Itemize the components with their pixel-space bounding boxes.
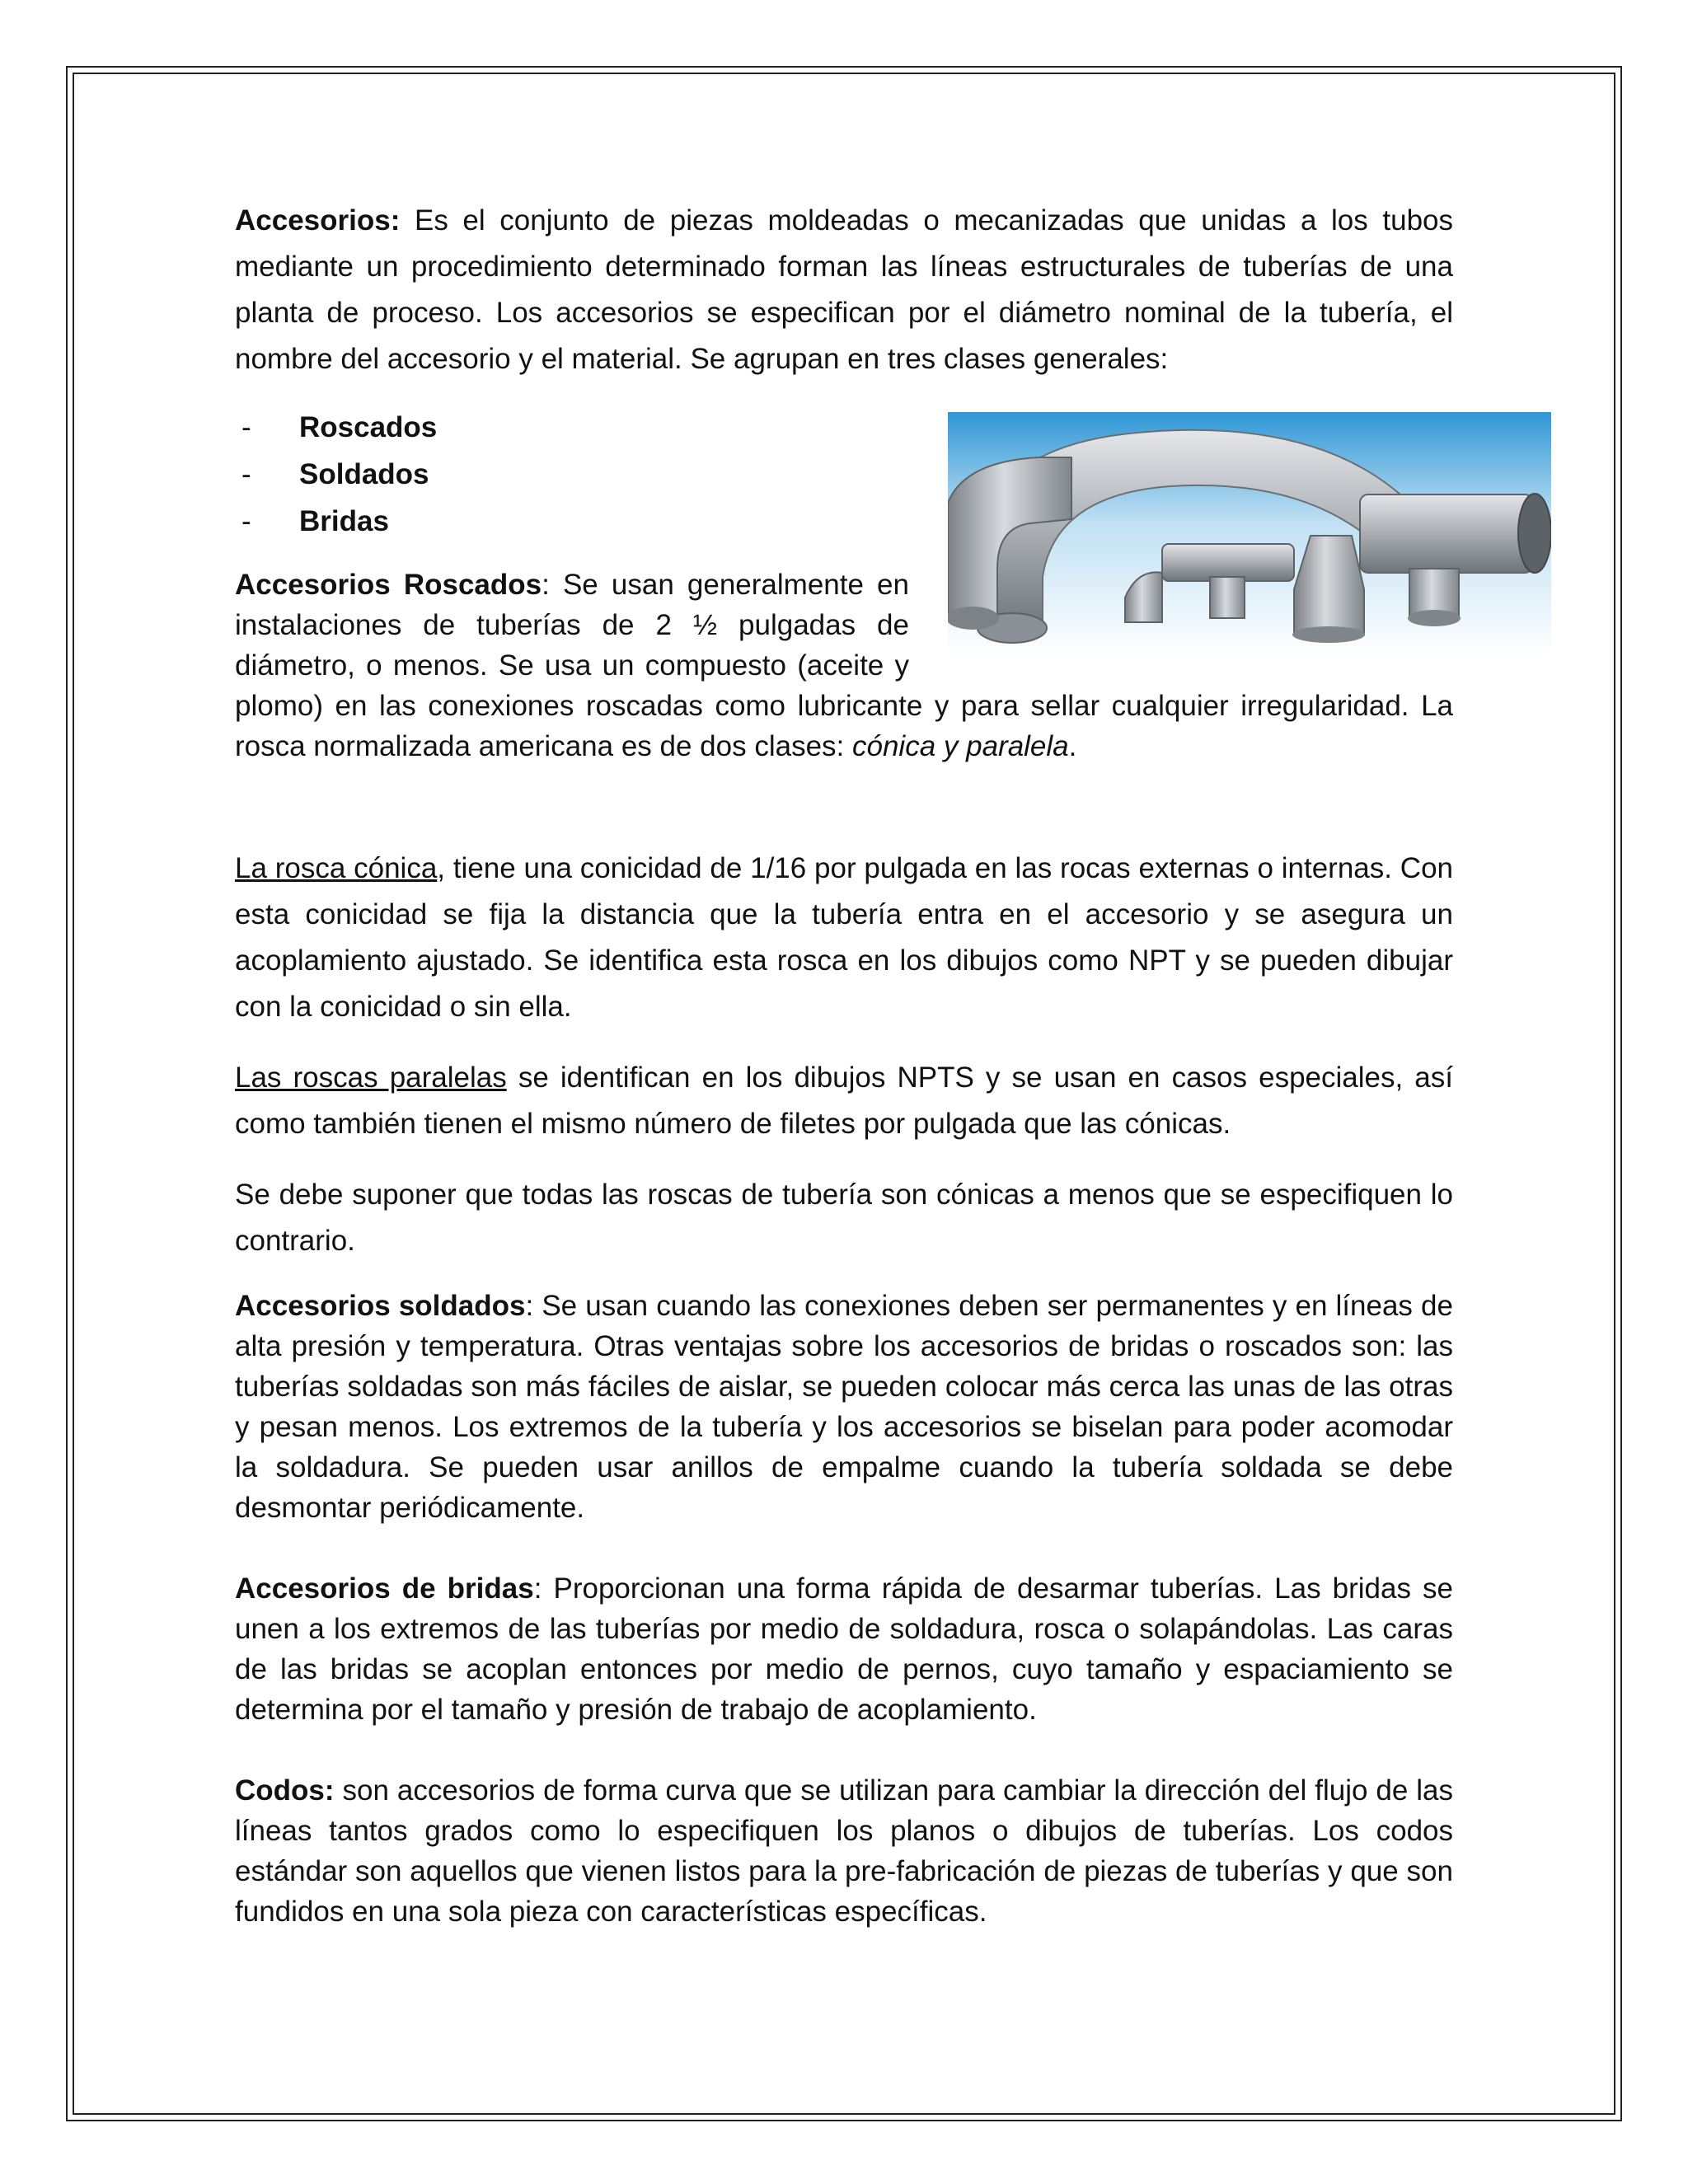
tee-body (1360, 494, 1533, 573)
conica-paragraph (235, 846, 1453, 1030)
conica-text: , tiene una conicidad de 1/16 por pulgada en las rocas externas o internas. Con esta conicidad se fija la distancia que la tubería entra en el accesorio y se asegura un acoplamiento ajustado. Se identifica esta rosca en los dibujos como NPT y se pueden dibujar con la conicidad o sin ella. (235, 852, 1453, 1023)
list-item (235, 498, 909, 545)
list-item (235, 404, 909, 451)
list-dash: - (241, 411, 251, 443)
conica-term: La rosca cónica (235, 852, 438, 884)
intro-paragraph (235, 198, 1453, 382)
roscados-text: : Se usan generalmente en instalaciones de tuberías de 2 ½ pulgadas de diámetro, o menos. Se usa un compuesto (aceite y plomo) en las conexiones roscadas como lubricante y para sellar cualquier irregularidad. La rosca normalizada americana es de dos clases: (235, 569, 1453, 762)
paralelas-term: Las roscas paralelas (235, 1062, 507, 1094)
bridas-text: : Proporcionan una forma rápida de desarmar tuberías. Las bridas se unen a los extremos de las tuberías por medio de soldadura, rosca o solapándolas. Las caras de las bridas se acoplan entonces por medio de pernos, cuyo tamaño y espaciamiento se determina por el tamaño y presión de trabajo de acoplamiento. (235, 1572, 1453, 1726)
list-item-label: Bridas (299, 505, 389, 537)
soldados-paragraph (235, 1286, 1453, 1528)
bridas-paragraph (235, 1568, 1453, 1730)
intro-term: Accesorios: (235, 204, 401, 237)
small-tee-branch (1210, 577, 1245, 618)
list-item-label: Roscados (299, 411, 438, 443)
soldados-term: Accesorios soldados (235, 1290, 526, 1322)
codos-term: Codos: (235, 1774, 335, 1807)
paralelas-paragraph (235, 1055, 1453, 1147)
small-tee-body (1162, 544, 1294, 581)
intro-text: Es el conjunto de piezas moldeadas o mecanizadas que unidas a los tubos mediante un procedimiento determinado forman las líneas estructurales de tuberías de una planta de proceso. Los accesorios se especifican por el diámetro nominal de la tubería, el nombre del accesorio y el material. Se agrupan en tres clases generales: (235, 204, 1453, 375)
list-item (235, 451, 909, 498)
roscados-term: Accesorios Roscados (235, 569, 542, 601)
list-dash: - (241, 505, 251, 537)
codos-paragraph (235, 1770, 1453, 1932)
paralelas-text: se identifican en los dibujos NPTS y se usan en casos especiales, así como también tienen el mismo número de filetes por pulgada que las cónicas. (235, 1062, 1453, 1140)
list-dash: - (241, 458, 251, 490)
bridas-term: Accesorios de bridas (235, 1572, 534, 1605)
tee-branch-end (1408, 610, 1461, 626)
tee-opening (1518, 494, 1551, 573)
elbow-45-end (948, 607, 999, 630)
fittings-illustration (948, 412, 1551, 655)
roscados-italic: cónica y paralela (851, 730, 1069, 762)
soldados-text: : Se usan cuando las conexiones deben ser permanentes y en líneas de alta presión y temperatura. Otras ventajas sobre los accesorios de bridas o roscados son: las tuberías soldadas son más fáciles de aislar, se pueden colocar más cerca las unas de las otras y pesan menos. Los extremos de la tubería y los accesorios se biselan para poder acomodar la soldadura. Se pueden usar anillos de empalme cuando la tubería soldada se debe desmontar periódicamente. (235, 1290, 1453, 1524)
suponer-paragraph: Se debe suponer que todas las roscas de tubería son cónicas a menos que se especifiquen lo contrario. (235, 1179, 1453, 1257)
roscados-end: . (1068, 730, 1077, 762)
list-item-label: Soldados (299, 458, 429, 490)
codos-text: son accesorios de forma curva que se utilizan para cambiar la dirección del flujo de las líneas tantos grados como lo especifiquen los planos o dibujos de tuberías. Los codos estándar son aquellos que vienen listos para la pre-fabricación de piezas de tuberías y que son fundidos en una sola pieza con características específicas. (235, 1774, 1453, 1928)
reducer-end (1292, 626, 1365, 643)
fittings-photo (948, 412, 1551, 655)
